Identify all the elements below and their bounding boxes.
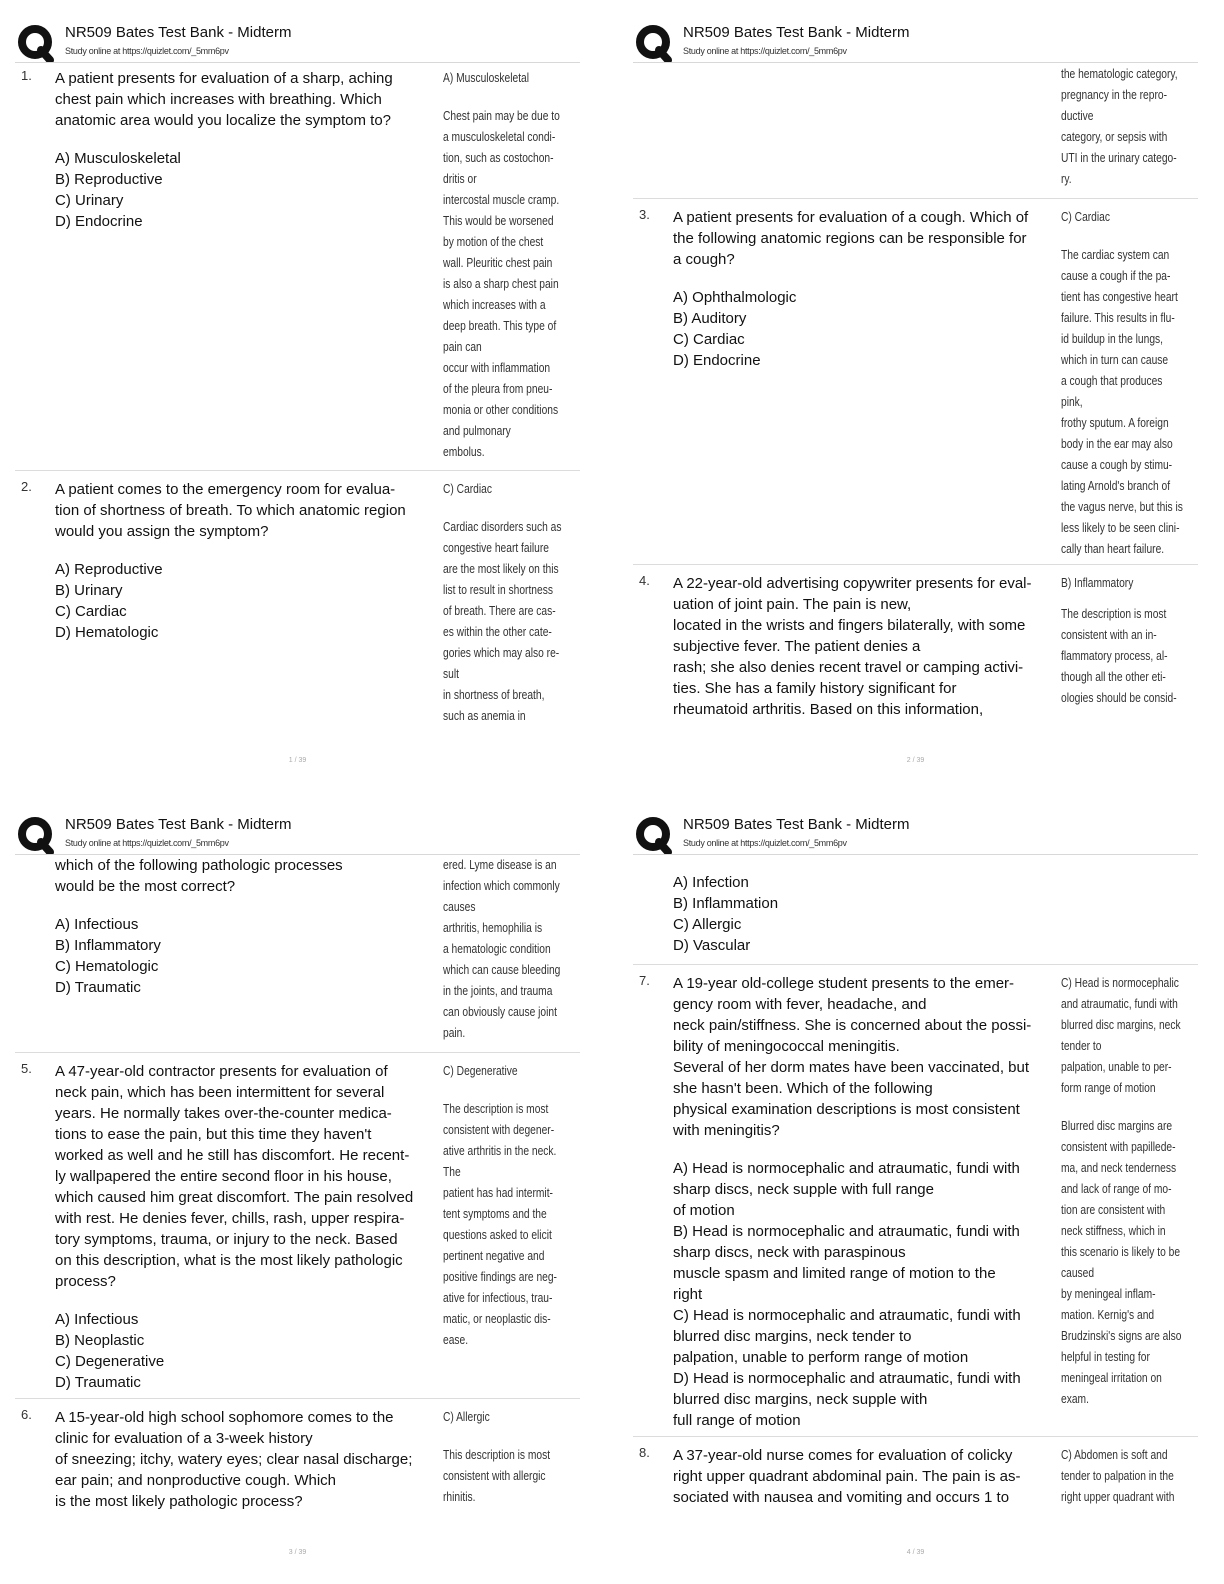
correct-answer: C) Head is normocephalic and atraumatic, fundi with blurred disc margins, neck tender to palpation, unable to per- form range of motion xyxy=(1061,976,1181,1095)
answer-explanation: Cardiac disorders such as congestive heart failure are the most likely on this list to result in shortness of breath. There are cas- es within the other cate- gories which may also re- sult in shortness of breath, such as anemia in xyxy=(443,520,562,723)
document-page-2 xyxy=(633,18,1218,778)
question-2 xyxy=(15,470,580,723)
answer-options: A) Reproductive B) Urinary C) Cardiac D) Hematologic xyxy=(55,561,163,641)
document-page-3 xyxy=(15,810,600,1570)
question-text: which of the following pathologic processes would be the most correct? A) Infectious B) Inflammatory C) Hematologic D) Traumatic xyxy=(55,855,440,998)
page-number: 4 / 39 xyxy=(906,1549,925,1556)
answer-options: A) Ophthalmologic B) Auditory C) Cardiac D) Endocrine xyxy=(673,289,797,369)
question-number: 8. xyxy=(639,1445,650,1460)
question-number: 5. xyxy=(21,1061,32,1076)
answer-options: A) Infectious B) Neoplastic C) Degenerative D) Traumatic xyxy=(55,1311,165,1391)
question-text: A 15-year-old high school sophomore comes to the clinic for evaluation of a 3-week history of sneezing; itchy, watery eyes; clear nasal discharge; ear pain; and nonproductive cough. Which is the most likely pathologic process? xyxy=(55,1409,413,1510)
quizlet-logo-icon xyxy=(17,816,55,854)
answer-explanation: ered. Lyme disease is an infection which commonly causes arthritis, hemophilia is a hematologic condition which can cause bleeding in the joints, and trauma can obviously cause joint pain. xyxy=(443,858,561,1040)
correct-answer: C) Cardiac xyxy=(1061,210,1110,224)
answer-column xyxy=(443,1407,582,1508)
study-link[interactable]: Study online at https://quizlet.com/_5mm6pv xyxy=(683,838,847,848)
question-number: 2. xyxy=(21,479,32,494)
study-link[interactable]: Study online at https://quizlet.com/_5mm6pv xyxy=(65,46,229,56)
question-text: A patient presents for evaluation of a cough. Which of the following anatomic regions can be responsible for a cough? A) Ophthalmologic B) Auditory C) Cardiac D) Endocrine xyxy=(673,207,1058,371)
answer-options: A) Musculoskeletal B) Reproductive C) Urinary D) Endocrine xyxy=(55,150,181,230)
study-link[interactable]: Study online at https://quizlet.com/_5mm6pv xyxy=(683,46,847,56)
answer-column xyxy=(443,479,582,727)
question-7 xyxy=(633,964,1198,1429)
page-header xyxy=(633,18,1198,63)
page-header xyxy=(15,810,580,855)
quizlet-logo-icon xyxy=(635,816,673,854)
correct-answer: C) Cardiac xyxy=(443,482,492,496)
question-4 xyxy=(633,564,1198,718)
document-title: NR509 Bates Test Bank - Midterm xyxy=(683,24,910,41)
document-title: NR509 Bates Test Bank - Midterm xyxy=(683,816,910,833)
answer-explanation: The description is most consistent with degener- ative arthritis in the neck. The patient has had intermit- tent symptoms and the questions asked to elicit pertinent negative and positive findings are neg- ative for infectious, trau- matic, or neoplastic dis- ease. xyxy=(443,1102,557,1347)
question-text: A 37-year-old nurse comes for evaluation of colicky right upper quadrant abdominal pain. The pain is as- sociated with nausea and vomiting and occurs 1 to xyxy=(673,1447,1021,1506)
page-number: 3 / 39 xyxy=(288,1549,307,1556)
correct-answer: A) Musculoskeletal xyxy=(443,71,530,85)
answer-options: A) Infectious B) Inflammatory C) Hematologic D) Traumatic xyxy=(55,916,161,996)
question-5 xyxy=(15,1052,580,1391)
question-number: 3. xyxy=(639,207,650,222)
answer-explanation: The cardiac system can cause a cough if the pa- tient has congestive heart failure. This results in flu- id buildup in the lungs, which in turn can cause a cough that produces pink, frothy sputum. A foreign body in the ear may also cause a cough by stimu- lating Arnold's branch of the vagus nerve, but this is less likely to be seen clini- cally than heart failure. xyxy=(1061,248,1183,556)
answer-explanation: Chest pain may be due to a musculoskeletal condi- tion, such as costochon- dritis or intercostal muscle cramp. This would be worsened by motion of the chest wall. Pleuritic chest pain is also a sharp chest pain which increases with a deep breath. This type of pain can occur with inflammation of the pleura from pneu- monia or other conditions and pulmonary embolus. xyxy=(443,109,560,459)
answer-options: A) Infection B) Inflammation C) Allergic D) Vascular xyxy=(673,874,779,954)
question-number: 6. xyxy=(21,1407,32,1422)
answer-explanation: This description is most consistent with allergic rhinitis. xyxy=(443,1448,551,1504)
question-6 xyxy=(15,1398,580,1510)
question-number: 1. xyxy=(21,68,32,83)
answer-column xyxy=(443,1061,582,1351)
page-number: 1 / 39 xyxy=(288,757,307,764)
document-page-4 xyxy=(633,810,1218,1570)
question-text: A patient comes to the emergency room for evalua- tion of shortness of breath. To which anatomic region would you assign the symptom? A) Reproductive B) Urinary C) Cardiac D) Hematologic xyxy=(55,479,440,643)
study-link[interactable]: Study online at https://quizlet.com/_5mm6pv xyxy=(65,838,229,848)
correct-answer: C) Allergic xyxy=(443,1410,490,1424)
correct-answer: C) Abdomen is soft and tender to palpation in the right upper quadrant with xyxy=(1061,1448,1175,1504)
question-text: A 22-year-old advertising copywriter presents for eval- uation of joint pain. The pain is new, located in the wrists and fingers bilaterally, with some subjective fever. The patient denies a rash; she also denies recent travel or camping activi- ties. She has a family history significant for rheumatoid arthritis. Based on this information, xyxy=(673,575,1032,718)
page-header xyxy=(15,18,580,63)
answer-options: A) Head is normocephalic and atraumatic, fundi with sharp discs, neck supple with full range of motion B) Head is normocephalic and atraumatic, fundi with sharp discs, neck with paraspinous muscle spasm and limited range of motion to the right C) Head is normocephalic and atraumatic, fundi with blurred disc margins, neck tender to palpation, unable to perform range of motion D) Head is normocephalic and atraumatic, fundi with blurred disc margins, neck supple with full range of motion xyxy=(673,1160,1021,1429)
document-page-1 xyxy=(15,18,600,778)
question-number: 4. xyxy=(639,573,650,588)
answer-column xyxy=(443,68,582,463)
page-header xyxy=(633,810,1198,855)
answer-column xyxy=(1061,573,1200,709)
answer-explanation: The description is most consistent with an in- flammatory process, al- though all the other eti- ologies should be consid- xyxy=(1061,607,1177,705)
answer-column xyxy=(1061,973,1200,1410)
quizlet-logo-icon xyxy=(635,24,673,62)
quizlet-logo-icon xyxy=(17,24,55,62)
question-3 xyxy=(633,198,1198,556)
question-8 xyxy=(633,1436,1198,1506)
question-text: A 19-year old-college student presents to the emer- gency room with fever, headache, and neck pain/stiffness. She is concerned about the possi- bility of meningococcal meningitis. Several of her dorm mates have been vaccinated, but she hasn't been. Which of the following physical examination descriptions is most consistent with meningitis? A) Head is normocephalic and atraumatic, fundi with sharp discs, neck supple with full range of motion B) Head is normocephalic and atraumatic, fundi with sharp discs, neck with paraspinous muscle spasm and limited range of motion to the right C) Head is normocephalic and atraumatic, fundi with blurred disc margins, neck tender to palpation, unable to perform range of motion D) Head is normocephalic and atraumatic, fundi with blurred disc margins, neck supple with full range of motion xyxy=(673,973,1058,1431)
question-text: A 47-year-old contractor presents for evaluation of neck pain, which has been intermittent for several years. He normally takes over-the-counter medica- tions to ease the pain, but this time they haven't worked as well and he still has discomfort. He recent- ly wallpapered the entire second floor in his house, which caused him great discomfort. The pain resolved with rest. He denies fever, chills, rash, upper respira- tory symptoms, trauma, or injury to the neck. Based on this description, what is the most likely pathologic process? A) Infectious B) Neoplastic C) Degenerative D) Traumatic xyxy=(55,1061,440,1393)
answer-column xyxy=(1061,207,1200,560)
answer-explanation: the hematologic category, pregnancy in the repro- ductive category, or sepsis with UTI in the urinary catego- ry. xyxy=(1061,67,1178,186)
correct-answer: B) Inflammatory xyxy=(1061,576,1134,590)
document-title: NR509 Bates Test Bank - Midterm xyxy=(65,816,292,833)
correct-answer: C) Degenerative xyxy=(443,1064,518,1078)
question-number: 7. xyxy=(639,973,650,988)
question-text: A patient presents for evaluation of a sharp, aching chest pain which increases with breathing. Which anatomic area would you localize the symptom to? A) Musculoskeletal B) Reproductive C) Urinary D) Endocrine xyxy=(55,68,440,232)
answer-explanation: Blurred disc margins are consistent with papillede- ma, and neck tenderness and lack of range of mo- tion are consistent with neck stiffness, which in this scenario is likely to be caused by meningeal inflam- mation. Kernig's and Brudzinski's signs are also helpful in testing for meningeal irritation on exam. xyxy=(1061,1119,1182,1406)
document-title: NR509 Bates Test Bank - Midterm xyxy=(65,24,292,41)
page-number: 2 / 39 xyxy=(906,757,925,764)
